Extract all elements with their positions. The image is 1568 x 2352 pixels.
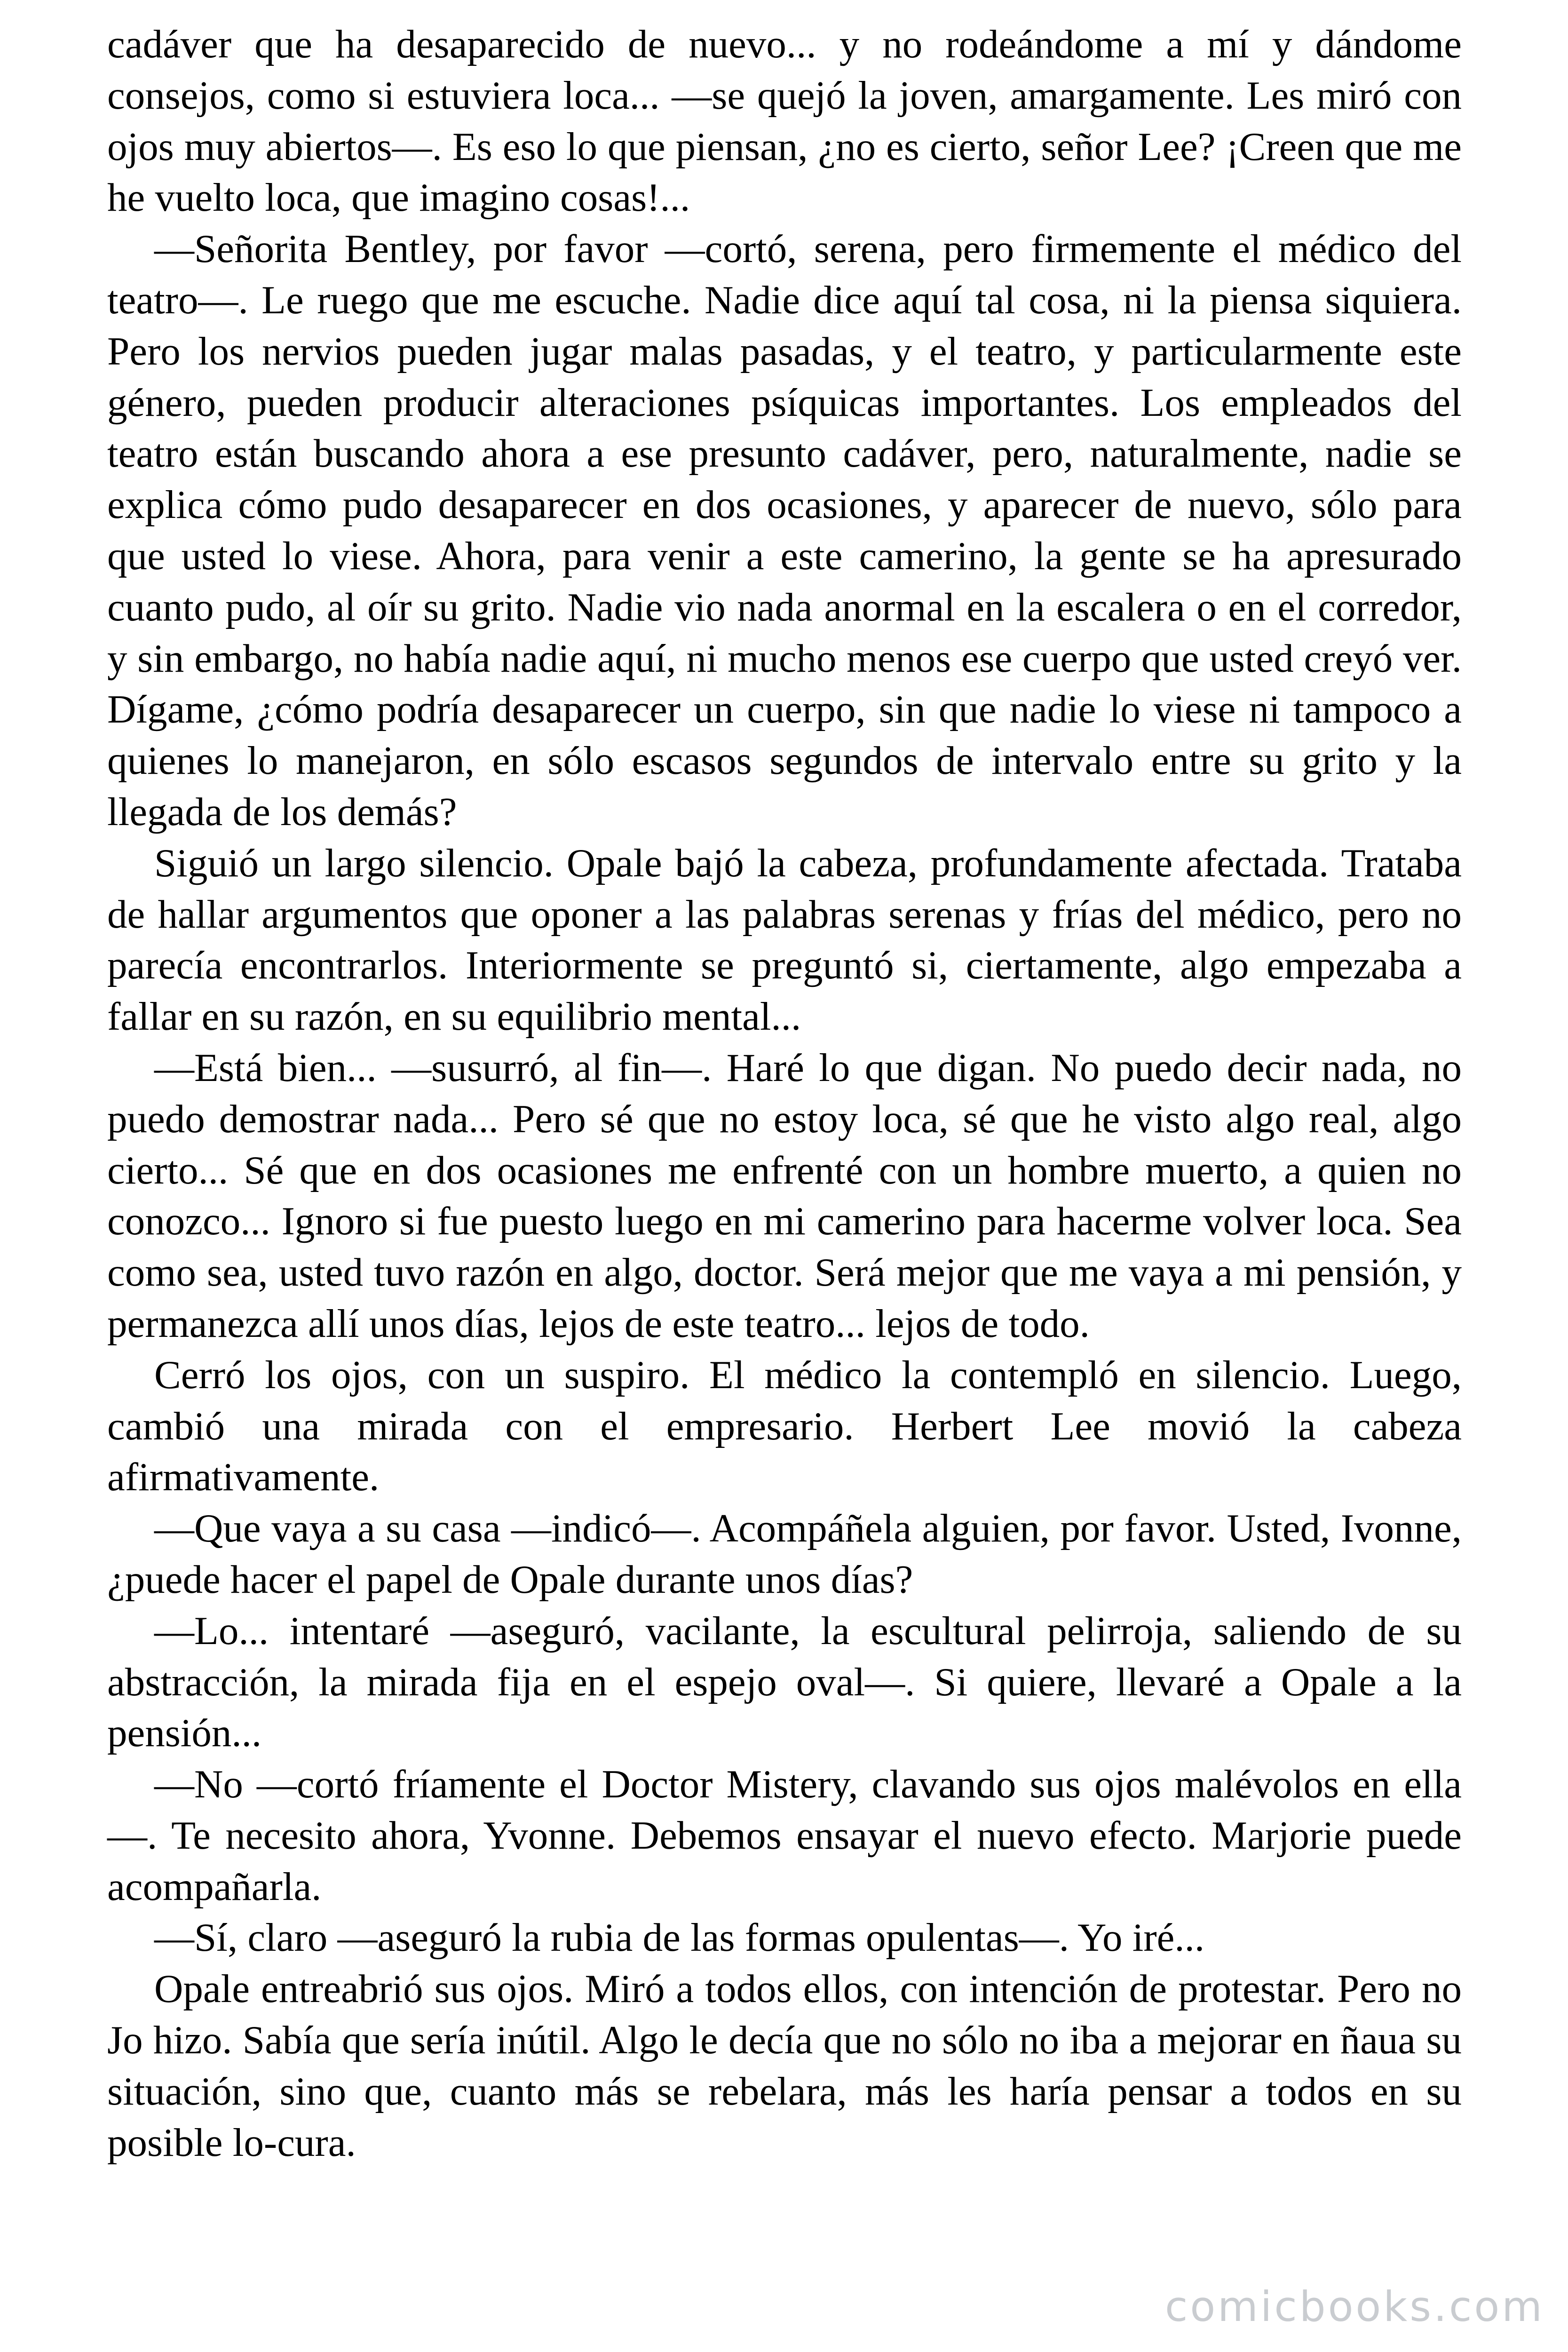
paragraph: —Señorita Bentley, por favor —cortó, serena, pero firmemente el médico del teatro—. Le ruego que me escuche. Nadie dice aquí tal cosa, ni la piensa siquiera. Pero los nervios pueden jugar malas pasadas, y el teatro, y particularmente este género, pueden producir alteraciones psíquicas importantes. Los empleados del teatro están buscando ahora a ese presunto cadáver, pero, naturalmente, nadie se explica cómo pudo desaparecer en dos ocasiones, y aparecer de nuevo, sólo para que usted lo viese. Ahora, para venir a este camerino, la gente se ha apresurado cuanto pudo, al oír su grito. Nadie vio nada anormal en la escalera o en el corredor, y sin embargo, no había nadie aquí, ni mucho menos ese cuerpo que usted creyó ver. Dígame, ¿cómo podría desaparecer un cuerpo, sin que nadie lo viese ni tampoco a quienes lo manejaron, en sólo escasos segundos de intervalo entre su grito y la llegada de los demás? (107, 227, 1462, 834)
paragraph: cadáver que ha desaparecido de nuevo... y no rodeándome a mí y dándome consejos, como si estuviera loca... —se quejó la joven, amargamente. Les miró con ojos muy abiertos—. Es eso lo que piensan, ¿no es cierto, señor Lee? ¡Creen que me he vuelto loca, que imagino cosas!... (107, 22, 1462, 220)
page-body (107, 19, 1462, 2305)
paragraph: Cerró los ojos, con un suspiro. El médico la contempló en silencio. Luego, cambió una mirada con el empresario. Herbert Lee movió la cabeza afirmativamente. (107, 1352, 1462, 1500)
paragraph: —Sí, claro —aseguró la rubia de las formas opulentas—. Yo iré... (154, 1915, 1205, 1960)
paragraph: —Está bien... —susurró, al fin—. Haré lo que digan. No puedo decir nada, no puedo demostrar nada... Pero sé que no estoy loca, sé que he visto algo real, algo cierto... Sé que en dos ocasiones me enfrenté con un hombre muerto, a quien no conozco... Ignoro si fue puesto luego en mi camerino para hacerme volver loca. Sea como sea, usted tuvo razón en algo, doctor. Será mejor que me vaya a mi pensión, y permanezca allí unos días, lejos de este teatro... lejos de todo. (107, 1045, 1462, 1346)
watermark: comicbooks.com (1164, 2282, 1544, 2331)
paragraph: Siguió un largo silencio. Opale bajó la cabeza, profundamente afectada. Trataba de hallar argumentos que oponer a las palabras serenas y frías del médico, pero no parecía encontrarlos. Interiormente se preguntó si, ciertamente, algo empezaba a fallar en su razón, en su equilibrio mental... (107, 841, 1462, 1039)
paragraph: —Lo... intentaré —aseguró, vacilante, la escultural pelirroja, saliendo de su abstracción, la mirada fija en el espejo oval—. Si quiere, llevaré a Opale a la pensión... (107, 1608, 1462, 1756)
paragraph: —No —cortó fríamente el Doctor Mistery, clavando sus ojos malévolos en ella—. Te necesito ahora, Yvonne. Debemos ensayar el nuevo efecto. Marjorie puede acompañarla. (107, 1762, 1462, 1909)
paragraph: —Que vaya a su casa —indicó—. Acompáñela alguien, por favor. Usted, Ivonne, ¿puede hacer el papel de Opale durante unos días? (107, 1506, 1462, 1602)
paragraph: Opale entreabrió sus ojos. Miró a todos ellos, con intención de protestar. Pero no Jo hizo. Sabía que sería inútil. Algo le decía que no sólo no iba a mejorar en ñaua su situación, sino que, cuanto más se rebelara, más les haría pensar a todos en su posible lo-cura. (107, 1967, 1462, 2165)
